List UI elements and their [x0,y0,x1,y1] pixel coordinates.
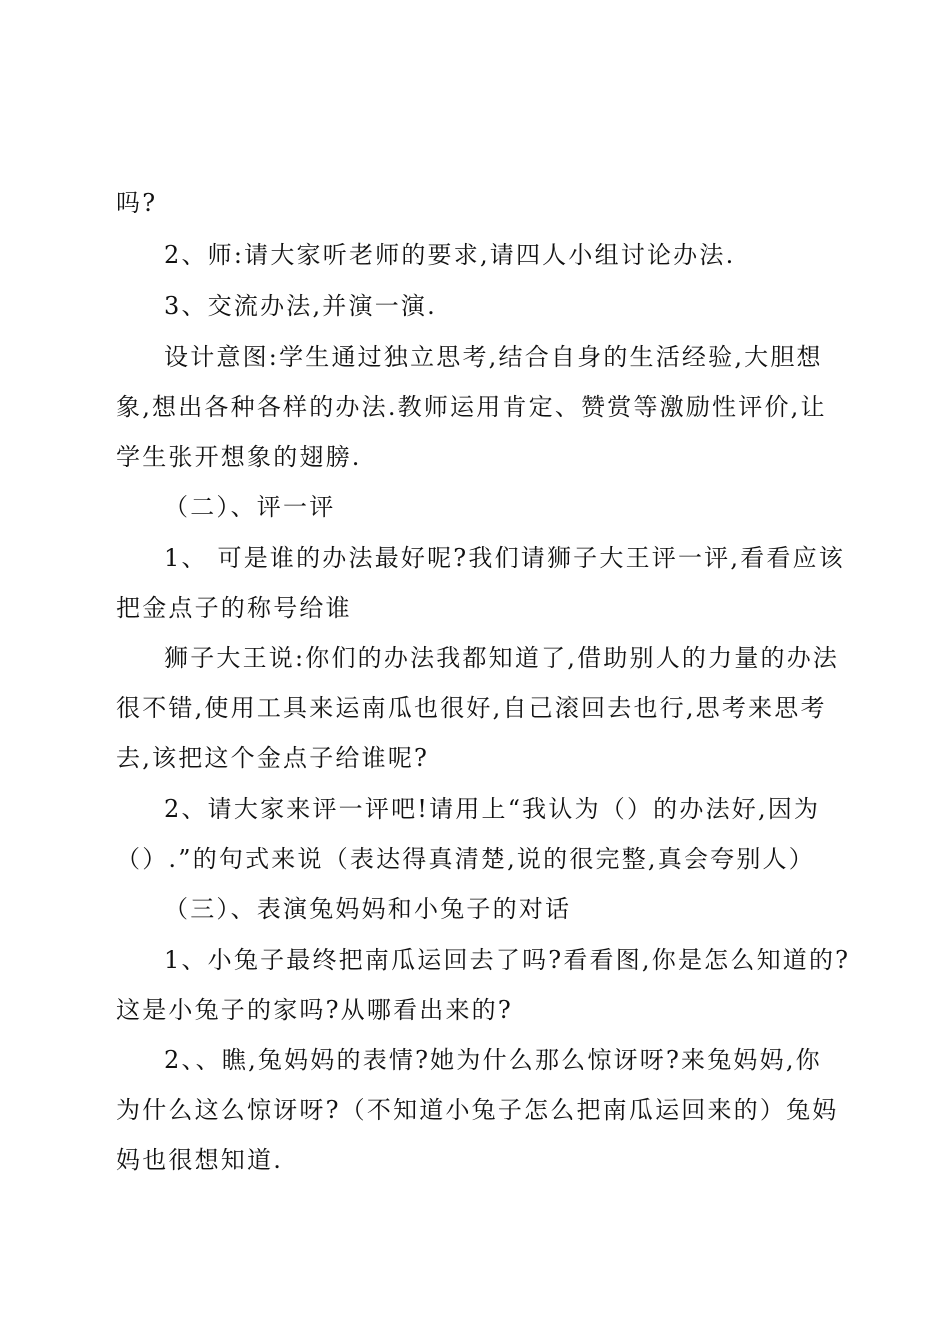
text-line-continuation: 吗? [116,189,158,217]
text-line-perform-1-cont: 这是小兔子的家吗?从哪看出来的? [116,996,513,1024]
section-heading-2: （二）、评一评 [164,493,336,521]
text-line-lion-says-end: 去,该把这个金点子给谁呢? [116,744,430,772]
section-heading-3: （三）、表演兔妈妈和小兔子的对话 [164,895,572,923]
text-line-evaluate-2-cont: （）.”的句式来说（表达得真清楚,说的很完整,真会夸别人） [116,845,815,873]
text-line-step-2: 2、师:请大家听老师的要求,请四人小组讨论办法. [164,241,736,269]
text-line-design-intent-end: 学生张开想象的翅膀. [116,443,362,471]
text-line-evaluate-2: 2、请大家来评一评吧!请用上“我认为（）的办法好,因为 [164,795,821,823]
text-line-step-3: 3、交流办法,并演一演. [164,292,437,320]
text-line-design-intent: 设计意图:学生通过独立思考,结合自身的生活经验,大胆想 [164,343,823,371]
text-line-lion-says: 狮子大王说:你们的办法我都知道了,借助别人的力量的办法 [164,644,840,672]
text-line-perform-1: 1、小兔子最终把南瓜运回去了吗?看看图,你是怎么知道的? [164,946,851,974]
text-line-perform-2-cont: 为什么这么惊讶呀?（不知道小兔子怎么把南瓜运回来的）兔妈 [116,1096,839,1124]
text-line-perform-2: 2、、瞧,兔妈妈的表情?她为什么那么惊讶呀?来兔妈妈,你 [164,1046,822,1074]
text-line-evaluate-1: 1、 可是谁的办法最好呢?我们请狮子大王评一评,看看应该 [164,544,845,572]
text-line-evaluate-1-cont: 把金点子的称号给谁 [116,594,352,622]
text-line-perform-2-end: 妈也很想知道. [116,1146,284,1174]
text-line-lion-says-cont: 很不错,使用工具来运南瓜也很好,自己滚回去也行,思考来思考 [116,694,827,722]
text-line-design-intent-cont: 象,想出各种各样的办法.教师运用肯定、赞赏等激励性评价,让 [116,393,827,421]
